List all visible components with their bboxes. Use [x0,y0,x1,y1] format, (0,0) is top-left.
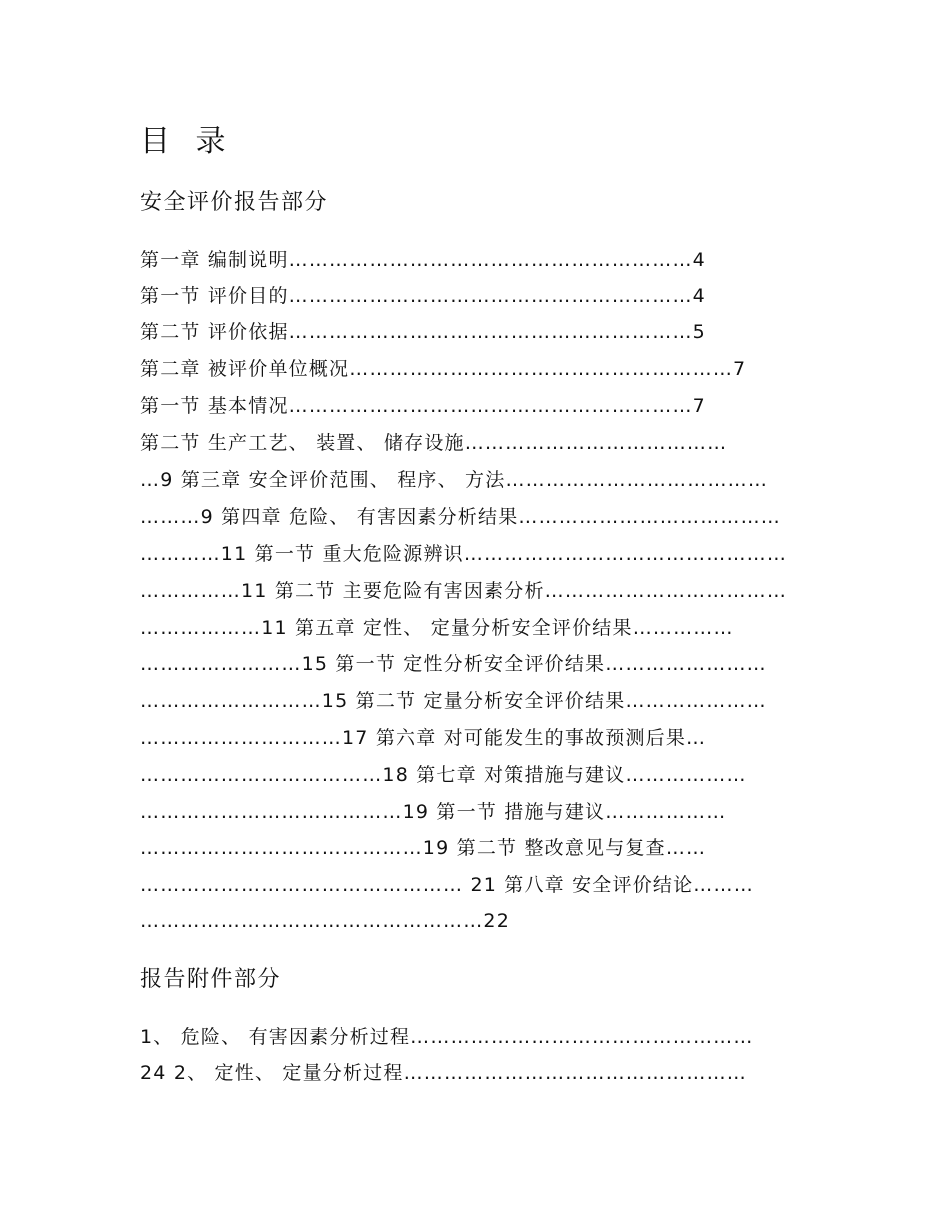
toc-line: ………………11 第五章 定性、 定量分析安全评价结果…………… [140,617,734,639]
toc-line: 第二节 生产工艺、 装置、 储存设施………………………………… [140,432,728,454]
toc-line: 第一节 评价目的……………………………………………………4 [140,285,706,307]
section-heading-report: 安全评价报告部分 [140,190,329,215]
toc-line: ……………11 第二节 主要危险有害因素分析……………………………… [140,580,788,602]
toc-line: 第二节 评价依据……………………………………………………5 [140,321,706,343]
toc-line: …………………………17 第六章 对可能发生的事故预测后果… [140,727,707,749]
toc-line: ……………………………………………22 [140,910,510,932]
toc-line: 第一章 编制说明……………………………………………………4 [140,249,706,271]
toc-line: 第一节 基本情况……………………………………………………7 [140,395,706,417]
toc-line: ………………………15 第二节 定量分析安全评价结果………………… [140,690,767,712]
toc-line: …………………………………19 第一节 措施与建议……………… [140,801,727,823]
toc-line: 24 2、 定性、 定量分析过程…………………………………………… [140,1062,747,1084]
page-title: 目 录 [140,124,234,159]
toc-line: ……………………………………19 第二节 整改意见与复查…… [140,837,707,859]
section-heading-appendix: 报告附件部分 [140,967,282,992]
toc-line: 1、 危险、 有害因素分析过程…………………………………………… [140,1026,754,1048]
toc-line: ………………………………………… 21 第八章 安全评价结论……… [140,874,754,896]
toc-line: ………9 第四章 危险、 有害因素分析结果………………………………… [140,506,782,528]
toc-line: …9 第三章 安全评价范围、 程序、 方法………………………………… [140,469,769,491]
toc-line: …………11 第一节 重大危险源辨识………………………………………… [140,543,788,565]
toc-line: ………………………………18 第七章 对策措施与建议……………… [140,764,747,786]
toc-line: ……………………15 第一节 定性分析安全评价结果…………………… [140,653,767,675]
toc-line: 第二章 被评价单位概况…………………………………………………7 [140,358,747,380]
